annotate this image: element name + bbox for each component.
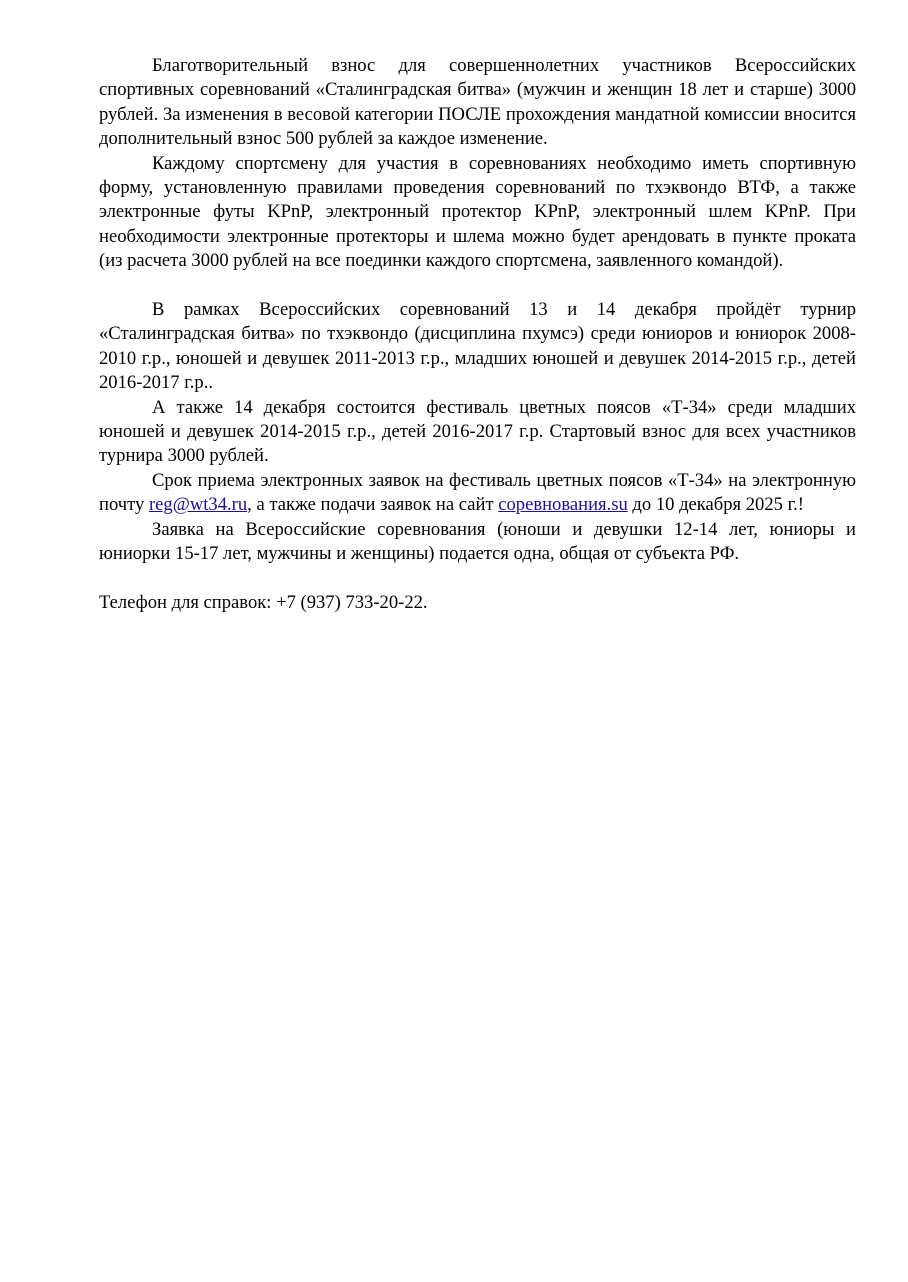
paragraph-equipment: Каждому спортсмену для участия в соревнованиях необходимо иметь спортивную форму, установленную правилами проведения соревнований по тхэквондо ВТФ, а также электронные футы KPnP, электронный протектор KPnP, электронный шлем KPnP. При необходимости электронные протекторы и шлема можно будет арендовать в пункте проката (из расчета 3000 рублей на все поединки каждого спортсмена, заявленного командой). <box>99 152 856 272</box>
paragraph-color-belt-festival: А также 14 декабря состоится фестиваль цветных поясов «Т-34» среди младших юношей и девушек 2014-2015 г.р., детей 2016-2017 г.р. Стартовый взнос для всех участников турнира 3000 рублей. <box>99 396 856 467</box>
deadline-text-start: Срок приема электронных заявок на фестиваль цветных поясов «Т-34» на электронную почту <box>99 469 856 516</box>
website-link[interactable]: соревнования.su <box>498 494 628 516</box>
deadline-text-middle: , а также подачи заявок на сайт <box>247 494 499 516</box>
paragraph-application-info: Заявка на Всероссийские соревнования (юноши и девушки 12-14 лет, юниоры и юниорки 15-17 лет, мужчины и женщины) подается одна, общая от субъекта РФ. <box>99 518 856 565</box>
paragraph-spacer <box>99 567 856 591</box>
document-page <box>99 54 856 615</box>
deadline-text-end: до 10 декабря 2025 г.! <box>627 494 804 516</box>
paragraph-fee: Благотворительный взнос для совершеннолетних участников Всероссийских спортивных соревнований «Сталинградская битва» (мужчин и женщин 18 лет и старше) 3000 рублей. За изменения в весовой категории ПОСЛЕ прохождения мандатной комиссии вносится дополнительный взнос 500 рублей за каждое изменение. <box>99 55 856 150</box>
email-link[interactable]: reg@wt34.ru <box>148 494 248 516</box>
contact-phone: Телефон для справок: +7 (937) 733-20-22. <box>99 591 428 613</box>
paragraph-poomsae-tournament: В рамках Всероссийских соревнований 13 и 14 декабря пройдёт турнир «Сталинградская битва» по тхэквондо (дисциплина пхумсэ) среди юниоров и юниорок 2008-2010 г.р., юношей и девушек 2011-2013 г.р., младших юношей и девушек 2014-2015 г.р., детей 2016-2017 г.р.. <box>99 299 856 394</box>
paragraph-application-deadline <box>99 469 856 518</box>
paragraph-spacer <box>99 274 856 298</box>
